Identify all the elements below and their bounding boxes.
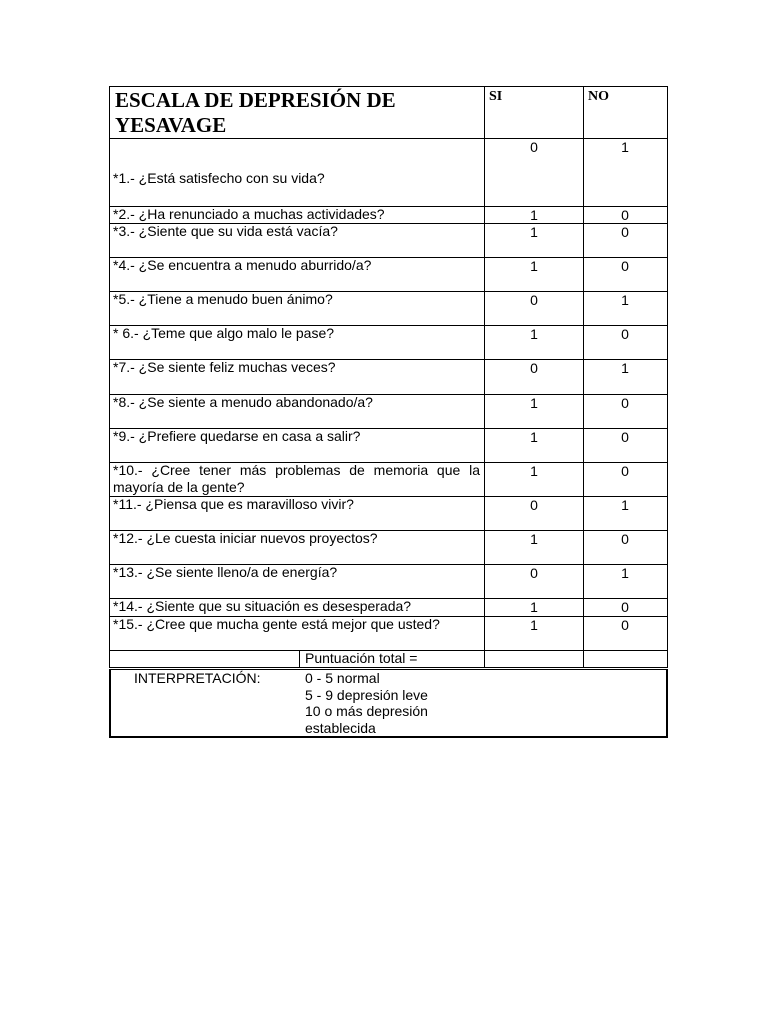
si-score: 1	[530, 531, 538, 547]
no-score: 0	[621, 395, 629, 411]
no-score: 0	[621, 463, 629, 479]
si-score: 1	[530, 207, 538, 223]
header-no: NO	[588, 89, 609, 104]
no-score: 1	[621, 360, 629, 376]
row-divider	[109, 138, 668, 139]
no-score: 1	[621, 565, 629, 581]
question-text: *2.- ¿Ha renunciado a muchas actividades?	[113, 206, 385, 222]
question-text: *13.- ¿Se siente lleno/a de energía?	[113, 564, 338, 580]
question-text: *5.- ¿Tiene a menudo buen ánimo?	[113, 291, 333, 307]
si-score: 1	[530, 599, 538, 615]
no-score: 1	[621, 497, 629, 513]
interpretation-right-border	[667, 669, 668, 738]
total-cell-divider	[299, 650, 300, 667]
interpretation-line: 5 - 9 depresión leve	[305, 687, 428, 703]
question-text: *4.- ¿Se encuentra a menudo aburrido/a?	[113, 257, 372, 273]
si-score: 0	[530, 497, 538, 513]
no-score: 0	[621, 207, 629, 223]
header-si: SI	[489, 89, 503, 104]
question-text: *3.- ¿Siente que su vida está vacía?	[113, 223, 338, 239]
total-score-label: Puntuación total =	[305, 650, 418, 666]
si-score: 1	[530, 326, 538, 342]
si-score: 0	[530, 292, 538, 308]
table-bottom-rule	[109, 667, 668, 668]
question-text: * 6.- ¿Teme que algo malo le pase?	[113, 325, 335, 341]
no-score: 0	[621, 617, 629, 633]
no-score: 0	[621, 224, 629, 240]
si-score: 0	[530, 139, 538, 155]
interpretation-bottom-border	[109, 737, 668, 738]
no-score: 0	[621, 326, 629, 342]
interpretation-line: establecida	[305, 720, 376, 736]
no-score: 0	[621, 531, 629, 547]
interpretation-line: 10 o más depresión	[305, 703, 428, 719]
question-text: *12.- ¿Le cuesta iniciar nuevos proyectos?	[113, 530, 378, 546]
question-text: *1.- ¿Está satisfecho con su vida?	[113, 170, 325, 186]
si-score: 1	[530, 617, 538, 633]
question-text: *9.- ¿Prefiere quedarse en casa a salir?	[113, 428, 361, 444]
si-score: 1	[530, 395, 538, 411]
question-text: *10.- ¿Cree tener más problemas de memoria que la mayoría de la gente?	[113, 462, 480, 495]
table-left-border	[109, 86, 110, 668]
si-column-divider	[484, 86, 485, 668]
interpretation-line: 0 - 5 normal	[305, 670, 380, 686]
no-score: 1	[621, 139, 629, 155]
interpretation-label: INTERPRETACIÓN:	[134, 670, 261, 686]
no-score: 1	[621, 292, 629, 308]
si-score: 1	[530, 429, 538, 445]
si-score: 1	[530, 258, 538, 274]
si-score: 1	[530, 224, 538, 240]
si-score: 0	[530, 360, 538, 376]
si-score: 0	[530, 565, 538, 581]
no-score: 0	[621, 258, 629, 274]
table-right-border	[667, 86, 668, 668]
scale-title: ESCALA DE DEPRESIÓN DE YESAVAGE	[115, 88, 396, 137]
interpretation-left-border	[110, 669, 111, 738]
question-text: *11.- ¿Piensa que es maravilloso vivir?	[113, 496, 354, 512]
question-text: *14.- ¿Siente que su situación es desesperada?	[113, 598, 412, 614]
interpretation-bottom-border	[109, 736, 668, 737]
interpretation-right-border	[666, 669, 667, 738]
no-score: 0	[621, 599, 629, 615]
no-score: 0	[621, 429, 629, 445]
question-text: *15.- ¿Cree que mucha gente está mejor que usted?	[113, 616, 440, 632]
si-score: 1	[530, 463, 538, 479]
table-top-border	[109, 86, 668, 87]
question-text: *7.- ¿Se siente feliz muchas veces?	[113, 359, 336, 375]
question-text: *8.- ¿Se siente a menudo abandonado/a?	[113, 394, 373, 410]
no-column-divider	[583, 86, 584, 668]
